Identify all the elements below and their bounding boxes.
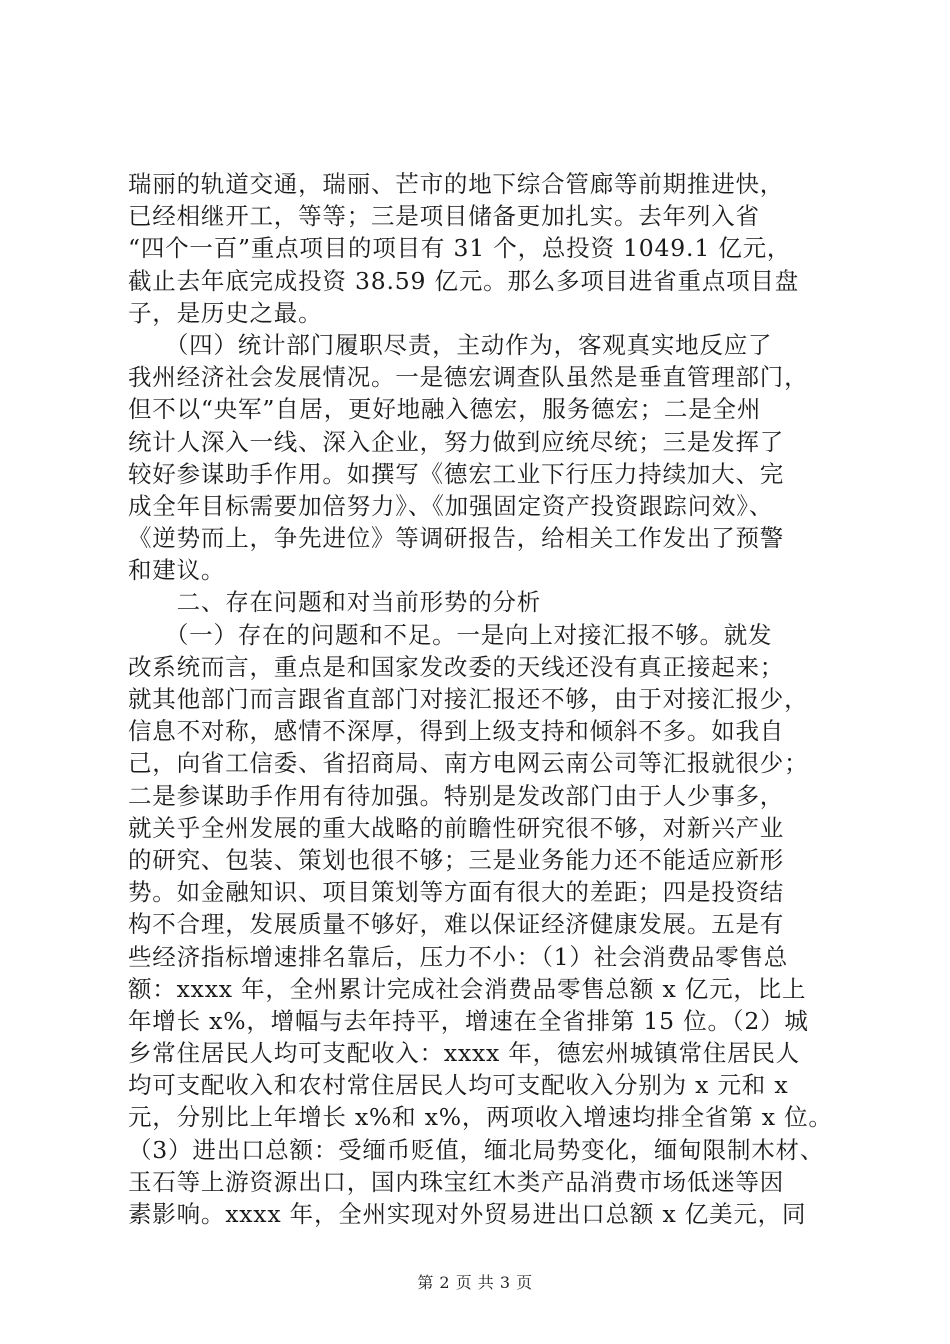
text-line: 年增长 x%，增幅与去年持平，增速在全省排第 15 位。（2）城 (128, 1006, 809, 1035)
text-line: 就其他部门而言跟省直部门对接汇报还不够，由于对接汇报少， (128, 685, 809, 713)
text-line: 统计人深入一线、深入企业，努力做到应统尽统；三是发挥了 (128, 427, 785, 456)
text-line: 已经相继开工，等等；三是项目储备更加扎实。去年列入省 (128, 202, 760, 231)
text-line: 信息不对称，感情不深厚，得到上级支持和倾斜不多。如我自 (128, 717, 785, 746)
text-line: 些经济指标增速排名靠后，压力不小：（1）社会消费品零售总 (128, 942, 789, 971)
text-line: 二是参谋助手作用有待加强。特别是发改部门由于人少事多， (128, 781, 785, 810)
text-line: 乡常住居民人均可支配收入：xxxx 年，德宏州城镇常住居民人 (128, 1039, 800, 1068)
text-line: 的研究、包装、策划也很不够；三是业务能力还不能适应新形 (128, 845, 785, 874)
text-line: 和建议。 (128, 556, 226, 585)
text-line: 额：xxxx 年，全州累计完成社会消费品零售总额 x 亿元，比上 (128, 974, 807, 1003)
text-line: 二、存在问题和对当前形势的分析 (128, 588, 542, 617)
text-line: 己，向省工信委、省招商局、南方电网云南公司等汇报就很少； (128, 749, 809, 778)
text-line: 构不合理，发展质量不够好，难以保证经济健康发展。五是有 (128, 910, 785, 939)
text-line: 我州经济社会发展情况。一是德宏调查队虽然是垂直管理部门， (128, 363, 809, 392)
text-line: （四）统计部门履职尽责，主动作为，客观真实地反应了 (128, 330, 773, 359)
text-line: 但不以“央军”自居，更好地融入德宏，服务德宏；二是全州 (128, 395, 762, 424)
text-line: 素影响。xxxx 年，全州实现对外贸易进出口总额 x 亿美元，同 (128, 1200, 807, 1228)
text-line: 《逆势而上，争先进位》等调研报告，给相关工作发出了预警 (128, 524, 785, 553)
text-line: 成全年目标需要加倍努力》、《加强固定资产投资跟踪问效》、 (128, 491, 774, 520)
text-line: 较好参谋助手作用。如撰写《德宏工业下行压力持续加大、完 (128, 459, 785, 488)
text-line: 改系统而言，重点是和国家发改委的天线还没有真正接起来； (128, 652, 785, 681)
text-line: （一）存在的问题和不足。一是向上对接汇报不够。就发 (128, 620, 773, 649)
text-line: “四个一百”重点项目的项目有 31 个，总投资 1049.1 亿元， (128, 234, 792, 263)
text-line: 元，分别比上年增长 x%和 x%，两项收入增速均排全省第 x 位。 (128, 1103, 833, 1132)
text-line: 子，是历史之最。 (128, 298, 323, 327)
text-line: 玉石等上游资源出口，国内珠宝红木类产品消费市场低迷等因 (128, 1167, 785, 1196)
text-line: 截止去年底完成投资 38.59 亿元。那么多项目进省重点项目盘 (128, 266, 800, 295)
text-line: 均可支配收入和农村常住居民人均可支配收入分别为 x 元和 x (128, 1071, 789, 1100)
text-line: 势。如金融知识、项目策划等方面有很大的差距；四是投资结 (128, 878, 785, 907)
text-line: （3）进出口总额：受缅币贬值，缅北局势变化，缅甸限制木材、 (128, 1135, 825, 1164)
text-line: 瑞丽的轨道交通，瑞丽、芒市的地下综合管廊等前期推进快， (128, 170, 785, 198)
body-text (128, 168, 833, 1230)
text-line: 就关乎全州发展的重大战略的前瞻性研究很不够，对新兴产业 (128, 813, 785, 842)
page-footer: 第 2 页 共 3 页 (417, 1273, 533, 1292)
